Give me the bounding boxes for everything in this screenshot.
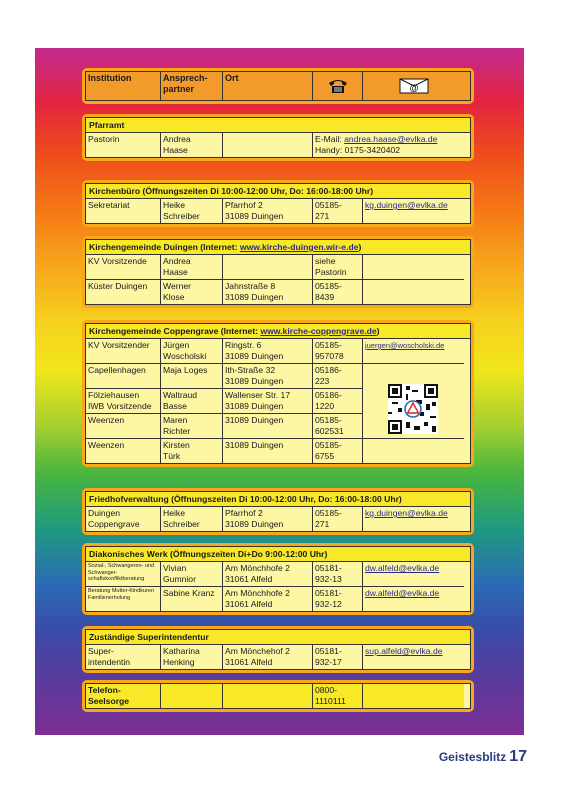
role: Duingen Coppengrave <box>86 507 161 531</box>
email-link[interactable]: juergen@woscholski.de <box>365 341 445 350</box>
role: Pastorin <box>86 133 161 157</box>
email <box>363 255 464 280</box>
location: 31089 Duingen <box>223 414 313 439</box>
location: Am Mönchhofe 2 31061 Alfeld <box>223 562 313 587</box>
phone: 05181- 932-12 <box>313 587 363 611</box>
email-link[interactable]: kg.duingen@evlka.de <box>365 200 448 210</box>
email <box>363 507 464 531</box>
page-footer <box>439 748 527 766</box>
contact: Heike Schreiber <box>161 507 223 531</box>
contact: Jürgen Woscholski <box>161 339 223 364</box>
section-title: Kirchenbüro (Öffnungszeiten Di 10:00-12:00 Uhr, Do: 16:00-18:00 Uhr) <box>86 184 470 199</box>
email-link[interactable]: dw.alfeld@evlka.de <box>365 563 440 573</box>
email-phone: E-Mail: andrea.haase@evlka.de Handy: 0175-3420402 <box>313 133 464 157</box>
brand-name: Geistesblitz <box>438 750 507 764</box>
location: Ith-Straße 32 31089 Duingen <box>223 364 313 389</box>
location: Am Mönchhofe 2 31061 Alfeld <box>223 587 313 611</box>
svg-text:@: @ <box>409 83 418 93</box>
location: Am Mönchehof 2 31061 Alfeld <box>223 645 313 669</box>
email <box>363 587 464 611</box>
contact: Maja Loges <box>161 364 223 389</box>
contact <box>161 684 223 708</box>
envelope-icon <box>363 72 464 100</box>
email <box>363 645 464 669</box>
location <box>223 684 313 708</box>
email <box>363 439 464 463</box>
friedhof-box <box>82 488 474 535</box>
contact: Werner Klose <box>161 280 223 304</box>
location <box>223 255 313 280</box>
contact: Katharina Henking <box>161 645 223 669</box>
role: Capellenhagen <box>86 364 161 389</box>
telefonseelsorge-box <box>82 680 474 712</box>
location: Pfarrhof 2 31089 Duingen <box>223 199 313 223</box>
kirchenbuero-box <box>82 180 474 227</box>
phone: siehe Pastorin <box>313 255 363 280</box>
phone: 05185- 271 <box>313 199 363 223</box>
qr-code-icon <box>388 384 438 434</box>
phone: 0800- 1110111 <box>313 684 363 708</box>
location: Ringstr. 6 31089 Duingen <box>223 339 313 364</box>
phone: 05185- 602531 <box>313 414 363 439</box>
contact: Maren Richter <box>161 414 223 439</box>
email <box>363 339 464 364</box>
contact: Andrea Haase <box>161 255 223 280</box>
website-link[interactable]: www.kirche-coppengrave.de <box>260 326 377 336</box>
header-institution: Institution <box>86 72 161 100</box>
duingen-box <box>82 236 474 308</box>
role: Fölziehausen IWB Vorsitzende <box>86 389 161 414</box>
role: Weenzen <box>86 439 161 463</box>
phone: 05181- 932-13 <box>313 562 363 587</box>
role: Sozial-, Schwangeren- und Schwanger-schaftskonfliktberatung <box>86 562 161 587</box>
role: Sekretariat <box>86 199 161 223</box>
phone: 05181- 932-17 <box>313 645 363 669</box>
section-title: Friedhofverwaltung (Öffnungszeiten Di 10:00-12:00 Uhr, Do: 16:00-18:00 Uhr) <box>86 492 470 507</box>
email <box>363 562 464 587</box>
phone: 05185- 8439 <box>313 280 363 304</box>
phone: 05186- 223 <box>313 364 363 389</box>
phone: 05185- 271 <box>313 507 363 531</box>
email-link[interactable]: dw.alfeld@evlka.de <box>365 588 440 598</box>
email-link[interactable]: kg.duingen@evlka.de <box>365 508 448 518</box>
telephone-icon <box>313 72 363 100</box>
role: Beratung Mutter-Kindkuren Familienerholung <box>86 587 161 611</box>
section-title: Pfarramt <box>86 118 470 133</box>
contact: Andrea Haase <box>161 133 223 157</box>
email <box>363 199 464 223</box>
phone: 05186- 1220 <box>313 389 363 414</box>
email <box>363 280 464 304</box>
location: 31089 Duingen <box>223 439 313 463</box>
location: Pfarrhof 2 31089 Duingen <box>223 507 313 531</box>
diakonie-box <box>82 543 474 615</box>
email <box>363 684 464 708</box>
role: Weenzen <box>86 414 161 439</box>
section-title: Zuständige Superintendentur <box>86 630 470 645</box>
location: Wallenser Str. 17 31089 Duingen <box>223 389 313 414</box>
header-contact: Ansprech-partner <box>161 72 223 100</box>
role: KV Vorsitzende <box>86 255 161 280</box>
contact: Vivian Gumnior <box>161 562 223 587</box>
role: KV Vorsitzender <box>86 339 161 364</box>
superintendentur-box <box>82 626 474 673</box>
header-box <box>82 68 474 104</box>
phone: 05185- 6755 <box>313 439 363 463</box>
location <box>223 133 313 157</box>
header-location: Ort <box>223 72 313 100</box>
website-link[interactable]: www.kirche-duingen.wir-e.de <box>239 242 359 252</box>
email-link[interactable]: andrea.haase@evlka.de <box>344 134 438 144</box>
contact: Kirsten Türk <box>161 439 223 463</box>
pfarramt-box <box>82 114 474 161</box>
role: Super- intendentin <box>86 645 161 669</box>
email-link[interactable]: sup.alfeld@evlka.de <box>365 646 443 656</box>
section-title: Diakonisches Werk (Öffnungszeiten Di+Do 9:00-12:00 Uhr) <box>86 547 470 562</box>
contact: Sabine Kranz <box>161 587 223 611</box>
contact: Waltraud Basse <box>161 389 223 414</box>
section-title: Kirchengemeinde Coppengrave (Internet: www.kirche-coppengrave.de) <box>86 324 470 339</box>
section-title: Kirchengemeinde Duingen (Internet: www.kirche-duingen.wir-e.de) <box>86 240 470 255</box>
location: Jahnstraße 8 31089 Duingen <box>223 280 313 304</box>
role: Telefon- Seelsorge <box>86 684 161 708</box>
page-number: 17 <box>509 748 527 765</box>
contact: Heike Schreiber <box>161 199 223 223</box>
phone: 05185- 957078 <box>313 339 363 364</box>
role: Küster Duingen <box>86 280 161 304</box>
